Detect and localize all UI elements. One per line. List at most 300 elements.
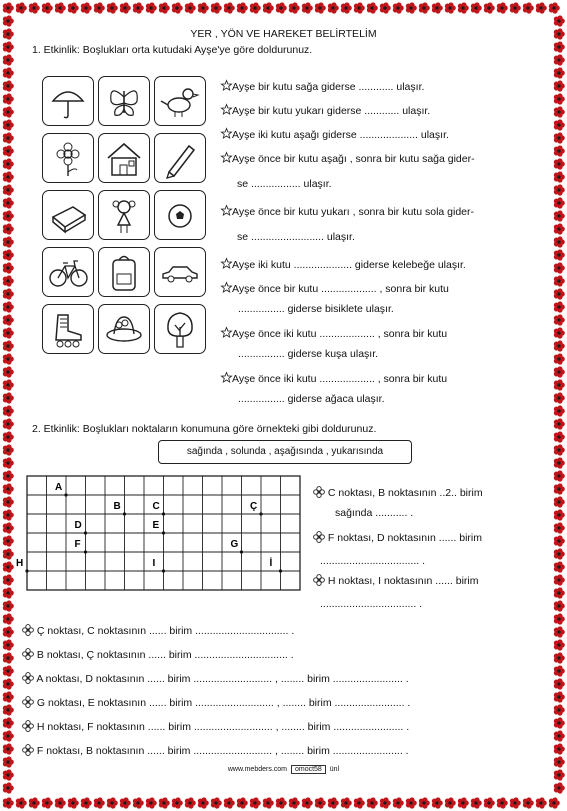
border-flower-icon	[42, 2, 53, 13]
picture-cell	[42, 247, 94, 297]
q2-right-statement-text: sağında ........... .	[335, 507, 414, 519]
border-flower-icon	[554, 379, 565, 390]
border-flower-icon	[3, 210, 14, 221]
border-flower-icon	[354, 797, 365, 808]
border-flower-icon	[302, 797, 313, 808]
border-flower-icon	[3, 366, 14, 377]
border-flower-icon	[554, 470, 565, 481]
border-flower-icon	[549, 2, 560, 13]
border-flower-icon	[3, 223, 14, 234]
q1-statement	[237, 231, 355, 243]
star-icon	[221, 152, 232, 163]
q1-statement-text: Ayşe önce bir kutu aşağı , sonra bir kutu sağa gider-	[232, 153, 475, 165]
q1-statement	[237, 178, 332, 190]
border-flower-icon	[29, 797, 40, 808]
border-flower-icon	[554, 639, 565, 650]
q1-statement	[238, 393, 385, 405]
q2-bottom-statement-text: B noktası, Ç noktasının ...... birim ................................ .	[36, 649, 294, 661]
border-flower-icon	[3, 730, 14, 741]
border-flower-icon	[3, 184, 14, 195]
border-flower-icon	[554, 340, 565, 351]
border-flower-icon	[3, 197, 14, 208]
border-flower-icon	[3, 15, 14, 26]
border-flower-icon	[497, 797, 508, 808]
border-flower-icon	[289, 797, 300, 808]
border-flower-icon	[237, 797, 248, 808]
border-flower-icon	[554, 184, 565, 195]
border-flower-icon	[554, 366, 565, 377]
pencil-icon	[155, 134, 205, 182]
grid-point	[240, 550, 243, 553]
border-flower-icon	[510, 797, 521, 808]
border-flower-icon	[94, 797, 105, 808]
picture-cell	[42, 190, 94, 240]
border-flower-icon	[302, 2, 313, 13]
border-flower-icon	[172, 2, 183, 13]
border-flower-icon	[554, 327, 565, 338]
q2-right-statement	[313, 531, 482, 544]
border-flower-icon	[328, 2, 339, 13]
border-flower-icon	[3, 158, 14, 169]
border-flower-icon	[554, 353, 565, 364]
umbrella-icon	[43, 77, 93, 125]
border-flower-icon	[3, 717, 14, 728]
roller-skate-icon	[43, 305, 93, 353]
border-flower-icon	[3, 301, 14, 312]
footer-site: www.mebders.com	[227, 766, 288, 773]
border-flower-icon	[3, 743, 14, 754]
border-flower-icon	[419, 2, 430, 13]
flower-bullet-icon	[313, 486, 325, 498]
backpack-icon	[99, 248, 149, 296]
border-flower-icon	[471, 2, 482, 13]
border-flower-icon	[554, 730, 565, 741]
border-flower-icon	[107, 2, 118, 13]
picture-cell	[154, 76, 206, 126]
border-flower-icon	[3, 704, 14, 715]
border-flower-icon	[211, 797, 222, 808]
q1-statement	[221, 80, 424, 93]
worksheet	[16, 20, 547, 791]
border-flower-icon	[68, 797, 79, 808]
grid-point-label: E	[152, 520, 160, 531]
border-flower-icon	[172, 797, 183, 808]
border-flower-icon	[554, 444, 565, 455]
border-flower-icon	[3, 496, 14, 507]
border-flower-icon	[146, 797, 157, 808]
border-flower-icon	[211, 2, 222, 13]
flower-bullet-icon	[22, 648, 34, 660]
star-icon	[221, 327, 232, 338]
border-flower-icon	[554, 626, 565, 637]
q2-right-statement	[320, 555, 425, 567]
border-flower-icon	[198, 797, 209, 808]
border-flower-icon	[81, 797, 92, 808]
border-flower-icon	[315, 797, 326, 808]
eraser-icon	[43, 191, 93, 239]
q2-bottom-statement-text: A noktası, D noktasının ...... birim ........................... , ........ birim ........................ .	[36, 673, 409, 685]
q2-bottom-statement-text: G noktası, E noktasının ...... birim ........................... , ........ birim ........................ .	[36, 697, 411, 709]
border-flower-icon	[120, 797, 131, 808]
q1-statement	[221, 372, 447, 385]
border-flower-icon	[554, 236, 565, 247]
grid-point	[123, 512, 126, 515]
border-flower-icon	[263, 797, 274, 808]
border-flower-icon	[406, 2, 417, 13]
border-flower-icon	[554, 106, 565, 117]
border-flower-icon	[554, 171, 565, 182]
border-flower-icon	[3, 236, 14, 247]
border-flower-icon	[554, 509, 565, 520]
q1-statement-text: Ayşe önce bir kutu ................... , sonra bir kutu	[232, 283, 449, 295]
border-flower-icon	[224, 797, 235, 808]
border-flower-icon	[554, 15, 565, 26]
star-icon	[221, 372, 232, 383]
grid-point-label: D	[74, 520, 82, 531]
border-flower-icon	[3, 2, 14, 13]
border-flower-icon	[554, 41, 565, 52]
border-flower-icon	[554, 769, 565, 780]
border-flower-icon	[3, 626, 14, 637]
border-flower-icon	[341, 2, 352, 13]
picture-cell	[42, 133, 94, 183]
border-flower-icon	[16, 2, 27, 13]
border-flower-icon	[554, 119, 565, 130]
border-flower-icon	[94, 2, 105, 13]
q1-statement-text: Ayşe önce iki kutu ................... , sonra bir kutu	[232, 373, 448, 385]
border-flower-icon	[554, 145, 565, 156]
q1-statement-text: se ......................... ulaşır.	[237, 231, 355, 243]
border-flower-icon	[554, 249, 565, 260]
border-flower-icon	[133, 797, 144, 808]
picture-cell	[98, 190, 150, 240]
q1-statement	[221, 128, 449, 141]
border-flower-icon	[3, 639, 14, 650]
q1-statement	[238, 348, 378, 360]
grid-point-label: C	[152, 501, 160, 512]
point-grid	[16, 474, 311, 612]
hat-icon	[99, 305, 149, 353]
border-flower-icon	[523, 797, 534, 808]
border-flower-icon	[432, 2, 443, 13]
q2-bottom-statement-text: Ç noktası, C noktasının ...... birim ................................ .	[36, 625, 295, 637]
border-flower-icon	[554, 262, 565, 273]
flower-bullet-icon	[22, 696, 34, 708]
q2-right-statement-text: F noktası, D noktasının ...... birim	[327, 532, 482, 544]
border-flower-icon	[3, 561, 14, 572]
border-flower-icon	[3, 470, 14, 481]
tree-icon	[155, 305, 205, 353]
border-flower-icon	[554, 457, 565, 468]
car-icon	[155, 248, 205, 296]
border-flower-icon	[159, 2, 170, 13]
border-flower-icon	[29, 2, 40, 13]
q1-statement-text: Ayşe önce iki kutu ................... , sonra bir kutu	[232, 328, 448, 340]
border-flower-icon	[3, 483, 14, 494]
q1-statement	[221, 205, 474, 218]
border-flower-icon	[406, 797, 417, 808]
border-flower-icon	[554, 678, 565, 689]
q2-right-statement	[320, 598, 422, 610]
grid-point-label: A	[55, 482, 63, 493]
border-flower-icon	[554, 431, 565, 442]
border-flower-icon	[315, 2, 326, 13]
border-flower-icon	[445, 2, 456, 13]
girl-icon	[99, 191, 149, 239]
border-flower-icon	[250, 797, 261, 808]
border-flower-icon	[3, 431, 14, 442]
border-flower-icon	[3, 262, 14, 273]
picture-cell	[154, 304, 206, 354]
border-flower-icon	[237, 2, 248, 13]
border-flower-icon	[554, 197, 565, 208]
butterfly-icon	[99, 77, 149, 125]
grid-point	[84, 550, 87, 553]
border-flower-icon	[3, 587, 14, 598]
border-flower-icon	[3, 797, 14, 808]
border-flower-icon	[3, 522, 14, 533]
border-flower-icon	[554, 522, 565, 533]
q2-bottom-statement	[22, 720, 409, 733]
border-flower-icon	[276, 2, 287, 13]
border-flower-icon	[3, 119, 14, 130]
border-flower-icon	[554, 548, 565, 559]
picture-cell	[154, 247, 206, 297]
border-flower-icon	[250, 2, 261, 13]
picture-cell	[98, 247, 150, 297]
border-flower-icon	[3, 665, 14, 676]
border-flower-icon	[554, 717, 565, 728]
q1-statement	[221, 152, 475, 165]
flower-icon	[43, 134, 93, 182]
border-flower-icon	[393, 2, 404, 13]
border-flower-icon	[458, 2, 469, 13]
border-flower-icon	[3, 691, 14, 702]
border-flower-icon	[510, 2, 521, 13]
border-flower-icon	[3, 444, 14, 455]
q1-statement-text: ................ giderse ağaca ulaşır.	[238, 393, 385, 405]
q2-right-statement	[313, 486, 483, 499]
border-flower-icon	[380, 2, 391, 13]
border-flower-icon	[554, 28, 565, 39]
q1-statement	[221, 258, 466, 271]
bicycle-icon	[43, 248, 93, 296]
q2-bottom-statement	[22, 696, 410, 709]
border-flower-icon	[554, 756, 565, 767]
grid-point	[162, 531, 165, 534]
border-flower-icon	[289, 2, 300, 13]
border-flower-icon	[185, 2, 196, 13]
border-flower-icon	[3, 379, 14, 390]
q1-statement-text: se ................. ulaşır.	[237, 178, 332, 190]
border-flower-icon	[276, 797, 287, 808]
border-flower-icon	[354, 2, 365, 13]
q1-statement-text: Ayşe iki kutu .................... giderse kelebeğe ulaşır.	[232, 259, 466, 271]
border-flower-icon	[3, 574, 14, 585]
border-flower-icon	[3, 782, 14, 793]
flower-bullet-icon	[313, 531, 325, 543]
border-flower-icon	[3, 457, 14, 468]
q2-bottom-statement	[22, 672, 409, 685]
border-flower-icon	[3, 67, 14, 78]
q1-heading: 1. Etkinlik: Boşlukları orta kutudaki Ayşe'ye göre doldurunuz.	[32, 44, 313, 56]
flower-bullet-icon	[22, 744, 34, 756]
border-flower-icon	[3, 613, 14, 624]
grid-point-label: F	[74, 539, 81, 550]
flower-bullet-icon	[22, 624, 34, 636]
border-flower-icon	[554, 600, 565, 611]
border-flower-icon	[484, 2, 495, 13]
border-flower-icon	[328, 797, 339, 808]
border-flower-icon	[445, 797, 456, 808]
footer	[20, 765, 547, 774]
border-flower-icon	[432, 797, 443, 808]
grid-point-label: H	[16, 558, 24, 569]
border-flower-icon	[224, 2, 235, 13]
grid-point	[259, 512, 262, 515]
bird-icon	[155, 77, 205, 125]
border-flower-icon	[3, 678, 14, 689]
q1-statement	[221, 282, 449, 295]
grid-point	[162, 512, 165, 515]
picture-cell	[98, 76, 150, 126]
border-flower-icon	[3, 769, 14, 780]
q1-statement	[238, 303, 394, 315]
border-flower-icon	[185, 797, 196, 808]
border-flower-icon	[3, 327, 14, 338]
border-flower-icon	[3, 80, 14, 91]
border-flower-icon	[367, 2, 378, 13]
q1-statement-text: Ayşe bir kutu sağa giderse ............ ulaşır.	[232, 81, 425, 93]
border-flower-icon	[554, 704, 565, 715]
flower-bullet-icon	[313, 574, 325, 586]
border-flower-icon	[3, 275, 14, 286]
grid-point	[162, 569, 165, 572]
border-flower-icon	[458, 797, 469, 808]
border-flower-icon	[554, 574, 565, 585]
border-flower-icon	[554, 691, 565, 702]
border-flower-icon	[471, 797, 482, 808]
border-flower-icon	[554, 587, 565, 598]
q2-right-statement-text: .................................. .	[320, 555, 426, 567]
border-flower-icon	[3, 756, 14, 767]
grid-point-label: G	[230, 539, 239, 550]
border-flower-icon	[3, 418, 14, 429]
star-icon	[221, 258, 232, 269]
grid-point-label: İ	[269, 558, 273, 569]
border-flower-icon	[16, 797, 27, 808]
grid-point-label: Ç	[250, 501, 258, 512]
q1-statement	[221, 327, 447, 340]
border-flower-icon	[3, 535, 14, 546]
picture-cell	[154, 190, 206, 240]
border-flower-icon	[3, 314, 14, 325]
q2-bottom-statement	[22, 744, 409, 757]
border-flower-icon	[367, 797, 378, 808]
border-flower-icon	[3, 392, 14, 403]
border-flower-icon	[3, 41, 14, 52]
border-flower-icon	[3, 340, 14, 351]
picture-cell	[98, 304, 150, 354]
picture-cell	[42, 76, 94, 126]
q2-right-statement-text: C noktası, B noktasının ..2.. birim	[327, 487, 483, 499]
border-flower-icon	[554, 613, 565, 624]
q2-right-statement-text: ................................. .	[320, 598, 423, 610]
border-flower-icon	[3, 249, 14, 260]
border-flower-icon	[3, 405, 14, 416]
border-flower-icon	[55, 2, 66, 13]
border-flower-icon	[554, 301, 565, 312]
star-icon	[221, 282, 232, 293]
border-flower-icon	[523, 2, 534, 13]
border-flower-icon	[554, 54, 565, 65]
grid-point-label: B	[113, 501, 121, 512]
border-flower-icon	[554, 665, 565, 676]
border-flower-icon	[3, 548, 14, 559]
q1-statement-text: Ayşe bir kutu yukarı giderse ............ ulaşır.	[232, 105, 431, 117]
footer-stamp: omoct58	[291, 765, 326, 774]
border-flower-icon	[198, 2, 209, 13]
q1-statement-text: Ayşe önce bir kutu yukarı , sonra bir kutu sola gider-	[232, 206, 475, 218]
border-flower-icon	[3, 171, 14, 182]
q2-bottom-statement-text: F noktası, B noktasının ...... birim ........................... , ........ birim ........................ .	[36, 745, 409, 757]
border-flower-icon	[554, 483, 565, 494]
border-flower-icon	[554, 67, 565, 78]
grid-point	[64, 493, 67, 496]
border-flower-icon	[554, 158, 565, 169]
border-flower-icon	[393, 797, 404, 808]
border-flower-icon	[263, 2, 274, 13]
border-flower-icon	[554, 210, 565, 221]
q2-bottom-statement	[22, 648, 294, 661]
grid-point	[84, 531, 87, 534]
q2-right-statement	[313, 574, 478, 587]
border-flower-icon	[497, 2, 508, 13]
star-icon	[221, 128, 232, 139]
q1-statement-text: ................ giderse bisiklete ulaşır.	[238, 303, 394, 315]
house-icon	[99, 134, 149, 182]
q2-right-statement-text: H noktası, I noktasının ...... birim	[327, 575, 479, 587]
q1-statement-text: Ayşe iki kutu aşağı giderse .................... ulaşır.	[232, 129, 449, 141]
q2-right-statement	[335, 507, 413, 519]
border-flower-icon	[554, 561, 565, 572]
border-flower-icon	[341, 797, 352, 808]
border-flower-icon	[554, 314, 565, 325]
border-flower-icon	[3, 288, 14, 299]
border-flower-icon	[133, 2, 144, 13]
border-flower-icon	[3, 509, 14, 520]
q2-bottom-statement	[22, 624, 294, 637]
page-title: YER , YÖN VE HAREKET BELİRTELİM	[190, 28, 377, 40]
border-flower-icon	[484, 797, 495, 808]
border-flower-icon	[159, 797, 170, 808]
border-flower-icon	[536, 2, 547, 13]
border-flower-icon	[380, 797, 391, 808]
border-flower-icon	[554, 223, 565, 234]
border-flower-icon	[120, 2, 131, 13]
picture-cell	[154, 133, 206, 183]
border-flower-icon	[3, 93, 14, 104]
border-flower-icon	[3, 132, 14, 143]
border-flower-icon	[68, 2, 79, 13]
flower-bullet-icon	[22, 672, 34, 684]
border-flower-icon	[3, 353, 14, 364]
border-flower-icon	[3, 106, 14, 117]
soccer-ball-icon	[155, 191, 205, 239]
border-flower-icon	[3, 54, 14, 65]
border-flower-icon	[554, 418, 565, 429]
border-flower-icon	[3, 28, 14, 39]
